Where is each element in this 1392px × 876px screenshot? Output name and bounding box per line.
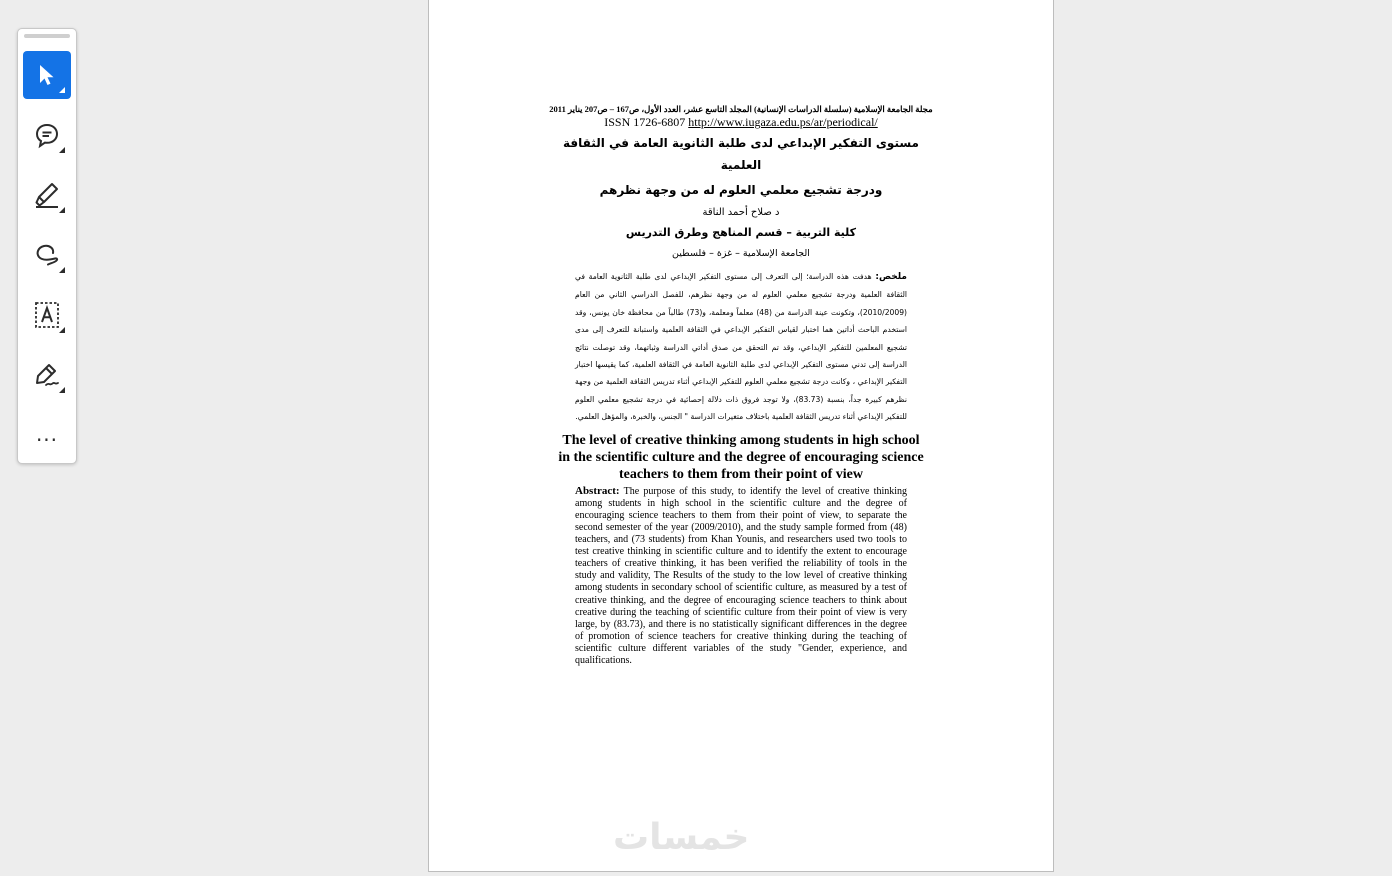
toolbar-drag-handle[interactable] [24,34,70,38]
freehand-draw-icon [33,241,61,269]
annotation-toolbar [17,28,77,464]
comment-tool-button[interactable] [23,111,71,159]
arabic-abstract-label: ملخص: [875,272,908,282]
english-abstract [575,485,907,667]
text-tool-button[interactable] [23,291,71,339]
tool-options-indicator [59,147,65,153]
issn-number: ISSN 1726-6807 [604,115,686,129]
text-box-icon [33,300,61,330]
issn-line [549,115,933,129]
highlighter-pen-icon [33,181,61,209]
tool-options-indicator [59,87,65,93]
arabic-abstract [575,268,907,426]
draw-tool-button[interactable] [23,231,71,279]
highlight-tool-button[interactable] [23,171,71,219]
select-tool-button[interactable] [23,51,71,99]
watermark-logo: خمسات [613,817,750,858]
arabic-title-line-1: مستوى التفكير الإبداعي لدى طلبة الثانوية العامة في الثقافة العلمية [563,136,919,172]
more-tools-button[interactable] [23,416,71,452]
english-abstract-text: The purpose of this study, to identify the level of creative thinking among students in high school in the scientific culture and the degree of encouraging science teachers to them from their point of view, to separate the second semester of the year (2009/2010), and the study sample formed from (48) teachers, and (73 students) from Khan Younis, and researchers used two tools to test creative thinking in scientific culture and to identify the extent to encourage teachers of creative thinking, it has been verified the reliability of tools in the study and validity, The Results of the study to the low level of creative thinking among students in secondary school of scientific culture, as measured by a test of creative thinking, and the degree of encouraging science teachers to think about creative during the teaching of scientific culture from their point of view is very large, by (83.73), and there is no statistically significant differences in the degree of promotion of science teachers for creative thinking during the teaching of scientific culture different variables of the study "Gender, experience, and qualifications. [575,485,908,666]
english-title [549,432,933,483]
pdf-page [428,0,1054,872]
arabic-faculty: كلية التربية – قسم المناهج وطرق التدريس [625,226,857,239]
tool-options-indicator [59,207,65,213]
tool-options-indicator [59,387,65,393]
arabic-university: الجامعة الإسلامية – غزة – فلسطين [672,248,810,259]
sign-tool-button[interactable] [23,351,71,399]
tool-options-indicator [59,327,65,333]
arabic-author: د صلاح أحمد الناقة [702,207,780,218]
arabic-title-line-2: ودرجة تشجيع معلمي العلوم له من وجهة نظرهم [599,183,883,197]
english-title-line-1: The level of creative thinking among students in high school [562,432,920,448]
journal-header: مجلة الجامعة الإسلامية (سلسلة الدراسات الإنسانية) المجلد التاسع عشر، العدد الأول، ص167 – ص207 يناير 2011 [549,104,933,114]
tool-options-indicator [59,267,65,273]
journal-url-link[interactable]: http://www.iugaza.edu.ps/ar/periodical/ [688,115,878,129]
more-dots-icon: ... [35,422,59,446]
signature-pen-icon [32,361,62,389]
comment-bubble-icon [33,121,61,149]
page-content [549,103,933,667]
english-abstract-label: Abstract: [575,484,620,497]
english-title-line-2: in the scientific culture and the degree of encouraging science [558,449,924,465]
cursor-arrow-icon [36,63,58,87]
english-title-line-3: teachers to them from their point of view [618,466,864,482]
arabic-abstract-text: هدفت هذه الدراسة؛ إلى التعرف إلى مستوى التفكير الإبداعي لدى طلبة الثانوية العامة في الثقافة العلمية ودرجة تشجيع معلمي العلوم له من وجهة نظرهم، للفصل الدراسي الثاني من العام (2010/2009)، وتكونت عينة الدراسة من (48) معلماً ومعلمة، و(73) طالباً من محافظة خان يونس، وقد استخدم الباحث أداتين هما اختبار لقياس التفكير الإبداعي في الثقافة العلمية واستبانة للتعرف إلى مدى تشجيع المعلمين للتفكير الإبداعي، وقد تم التحقق من صدق أداتي الدراسة وثباتهما، وقد توصلت نتائج الدراسة إلى تدني مستوى التفكير الإبداعي لدى طلبة الثانوية العامة في الثقافة العلمية، كما يقيسها اختبار التفكير الإبداعي ، وكانت درجة تشجيع معلمي العلوم للتفكير الإبداعي أثناء تدريس الثقافة العلمية من وجهة نظرهم كبيرة جداً، بنسبة (83.73)، ولا توجد فروق ذات دلالة إحصائية في درجة تشجيع معلمي العلوم للتفكير الإبداعي أثناء تدريس الثقافة العلمية باختلاف متغيرات الدراسة " الجنس، والخبرة، والمؤهل العلمي. [575,272,908,422]
